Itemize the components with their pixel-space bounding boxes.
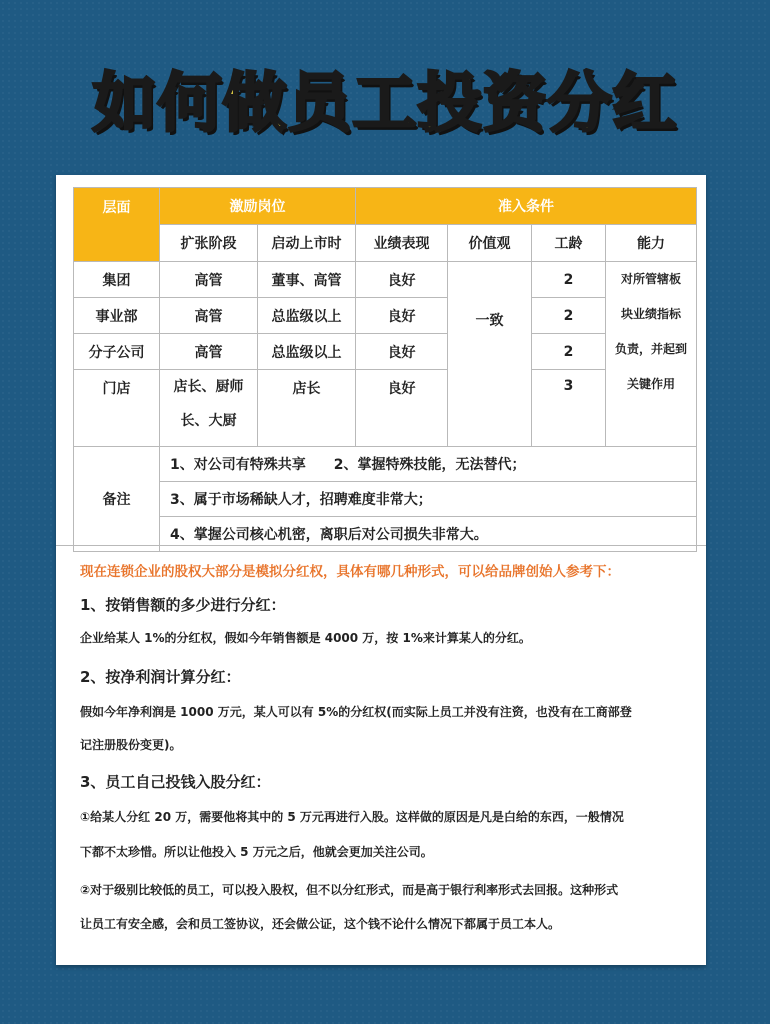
row-ipo: 总监级以上: [258, 298, 356, 334]
ability-line: 对所管辖板: [620, 272, 681, 286]
row-performance: 良好: [356, 262, 448, 298]
row-level: 门店: [74, 370, 160, 447]
ability-merged: [606, 262, 697, 447]
note-item: 4、掌握公司核心机密，离职后对公司损失非常大。: [160, 517, 697, 552]
header-level: 层面: [74, 188, 160, 262]
section-3-title: 3、员工自己投钱入股分红：: [80, 773, 271, 791]
row-expansion: 高管: [160, 298, 258, 334]
section-2-text-line: 记注册股份变更)。: [80, 738, 182, 752]
row-seniority: 2: [532, 262, 606, 298]
section-3-text-line: 下都不太珍惜。所以让他投入 5 万元之后，他就会更加关注公司。: [80, 845, 433, 859]
table-row: [74, 262, 697, 298]
notes-label: 备注: [74, 447, 160, 552]
header-seniority: 工龄: [532, 225, 606, 262]
intro-text: 现在连锁企业的股权大部分是模拟分红权，具体有哪几种形式，可以给品牌创始人参考下：: [80, 564, 620, 580]
row-expansion-line: 长、大厨: [180, 413, 237, 429]
row-performance: 良好: [356, 334, 448, 370]
note-item: 1、对公司有特殊共享 2、掌握特殊技能，无法替代；: [160, 447, 697, 482]
row-expansion: 高管: [160, 334, 258, 370]
row-expansion-line: 店长、厨师: [173, 379, 244, 395]
header-ipo: 启动上市时: [258, 225, 356, 262]
header-performance: 业绩表现: [356, 225, 448, 262]
ability-line: 关键作用: [626, 377, 675, 391]
row-seniority: 3: [532, 370, 606, 447]
table-row: [74, 370, 697, 447]
header-entry: 准入条件: [356, 188, 697, 225]
section-2-text-line: 假如今年净利润是 1000 万元，某人可以有 5%的分红权(而实际上员工并没有注资，也没有在工商部登: [80, 705, 632, 719]
row-performance: 良好: [356, 298, 448, 334]
section-3-text-line: ①给某人分红 20 万，需要他将其中的 5 万元再进行入股。这样做的原因是凡是白给的东西，一般情况: [80, 810, 624, 824]
row-expansion: [160, 370, 258, 447]
row-level: 分子公司: [74, 334, 160, 370]
header-incentive: 激励岗位: [160, 188, 356, 225]
section-1-text: 企业给某人 1%的分红权，假如今年销售额是 4000 万，按 1%来计算某人的分红。: [80, 631, 531, 645]
row-level: 事业部: [74, 298, 160, 334]
values-merged: 一致: [448, 262, 532, 447]
table-row: [74, 334, 697, 370]
section-2-title: 2、按净利润计算分红：: [80, 668, 241, 686]
ability-line: 负责，并起到: [614, 342, 687, 356]
section-3-text-line: 让员工有安全感，会和员工签协议，还会做公证，这个钱不论什么情况下都属于员工本人。: [80, 917, 561, 931]
header-expansion: 扩张阶段: [160, 225, 258, 262]
incentive-table: [73, 187, 697, 552]
row-seniority: 2: [532, 334, 606, 370]
row-level: 集团: [74, 262, 160, 298]
header-ability: 能力: [606, 225, 697, 262]
content-card: [56, 175, 706, 965]
row-performance: 良好: [356, 370, 448, 447]
table-row: [74, 298, 697, 334]
row-expansion: 高管: [160, 262, 258, 298]
section-1-title: 1、按销售额的多少进行分红：: [80, 596, 286, 614]
row-ipo: 总监级以上: [258, 334, 356, 370]
row-ipo: 店长: [258, 370, 356, 447]
row-seniority: 2: [532, 298, 606, 334]
section-3-text-line: ②对于级别比较低的员工，可以投入股权，但不以分红形式，而是高于银行利率形式去回报。这种形式: [80, 883, 619, 897]
header-values: 价值观: [448, 225, 532, 262]
row-ipo: 董事、高管: [258, 262, 356, 298]
page-title: 如何做员工投资分红: [92, 67, 678, 141]
content-section: [56, 545, 706, 965]
note-item: 3、属于市场稀缺人才，招聘难度非常大；: [160, 482, 697, 517]
ability-line: 块业绩指标: [620, 307, 681, 321]
